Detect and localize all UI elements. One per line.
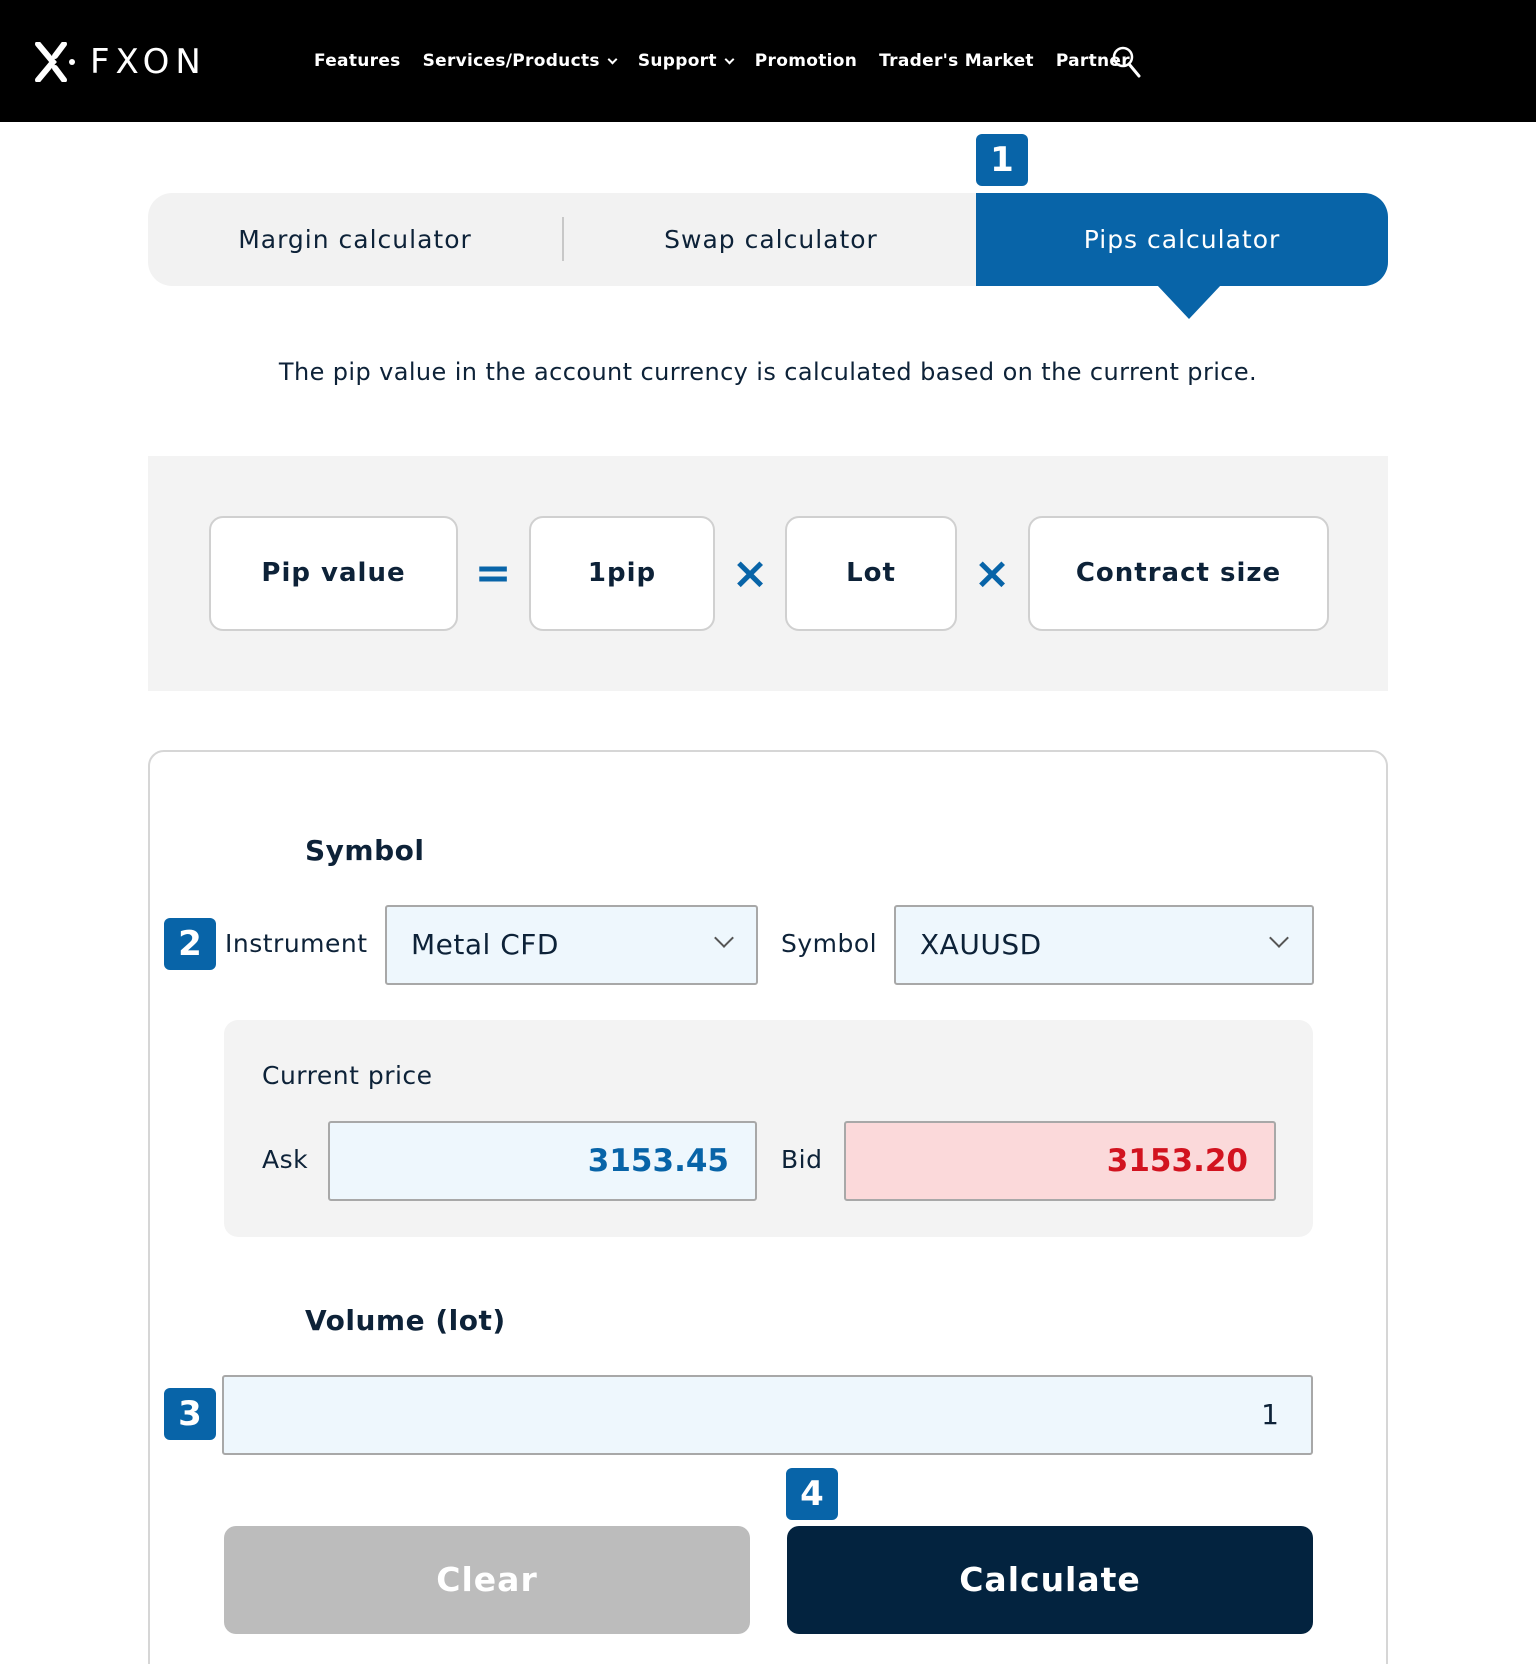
calculator-tabs (148, 193, 1388, 286)
fxon-logo[interactable] (34, 42, 207, 82)
bid-price-field: 3153.20 (844, 1121, 1276, 1201)
tab-swap-calculator[interactable]: Swap calculator (664, 225, 878, 254)
chevron-down-icon (1269, 928, 1289, 948)
multiply-icon: × (731, 548, 769, 599)
nav-traders-market-label: Trader's Market (879, 51, 1034, 71)
step-badge-2: 2 (164, 918, 216, 970)
symbol-value: XAUUSD (920, 928, 1042, 961)
ask-price-field: 3153.45 (328, 1121, 757, 1201)
bid-label: Bid (781, 1145, 823, 1174)
current-price-label: Current price (262, 1061, 433, 1090)
formula-1pip: 1pip (529, 516, 715, 631)
nav-features-label: Features (314, 51, 401, 71)
tab-pips-calculator[interactable]: Pips calculator (976, 193, 1388, 286)
chevron-down-icon (607, 54, 617, 64)
chevron-down-icon (714, 928, 734, 948)
instrument-label: Instrument (225, 929, 368, 958)
instrument-select[interactable] (385, 905, 758, 985)
symbol-section-title: Symbol (305, 834, 425, 867)
step-badge-4: 4 (786, 1468, 838, 1520)
step-badge-1: 1 (976, 134, 1028, 186)
main-nav (314, 44, 1152, 78)
clear-button[interactable]: Clear (224, 1526, 750, 1634)
nav-traders-market[interactable] (879, 44, 1034, 78)
formula-contract-size: Contract size (1028, 516, 1329, 631)
site-header (0, 0, 1536, 122)
nav-support-label: Support (637, 51, 717, 71)
symbol-select[interactable] (894, 905, 1314, 985)
nav-promotion-label: Promotion (754, 51, 858, 71)
active-tab-pointer (1157, 285, 1221, 319)
formula-panel (148, 456, 1388, 691)
equals-sign: = (474, 548, 512, 599)
calculator-description: The pip value in the account currency is calculated based on the current price. (278, 358, 1258, 386)
chevron-down-icon (724, 54, 734, 64)
formula-pip-value: Pip value (209, 516, 458, 631)
formula-lot: Lot (785, 516, 957, 631)
fxon-x-logo-icon (34, 42, 76, 82)
nav-partner-label: Partner (1055, 51, 1130, 71)
nav-services-label: Services/Products (422, 51, 600, 71)
volume-section-title: Volume (lot) (305, 1304, 506, 1337)
nav-features[interactable] (314, 44, 401, 78)
nav-services-products[interactable] (423, 44, 616, 78)
search-icon[interactable] (1112, 46, 1142, 78)
instrument-value: Metal CFD (411, 928, 559, 961)
logo-text: FXON (90, 42, 207, 82)
ask-label: Ask (262, 1145, 309, 1174)
nav-support[interactable] (638, 44, 733, 78)
symbol-label: Symbol (781, 929, 878, 958)
step-badge-3: 3 (164, 1388, 216, 1440)
nav-promotion[interactable] (755, 44, 857, 78)
multiply-icon: × (973, 548, 1011, 599)
tab-margin-calculator[interactable]: Margin calculator (238, 225, 472, 254)
calculate-button[interactable]: Calculate (787, 1526, 1313, 1634)
volume-input[interactable]: 1 (222, 1375, 1313, 1455)
